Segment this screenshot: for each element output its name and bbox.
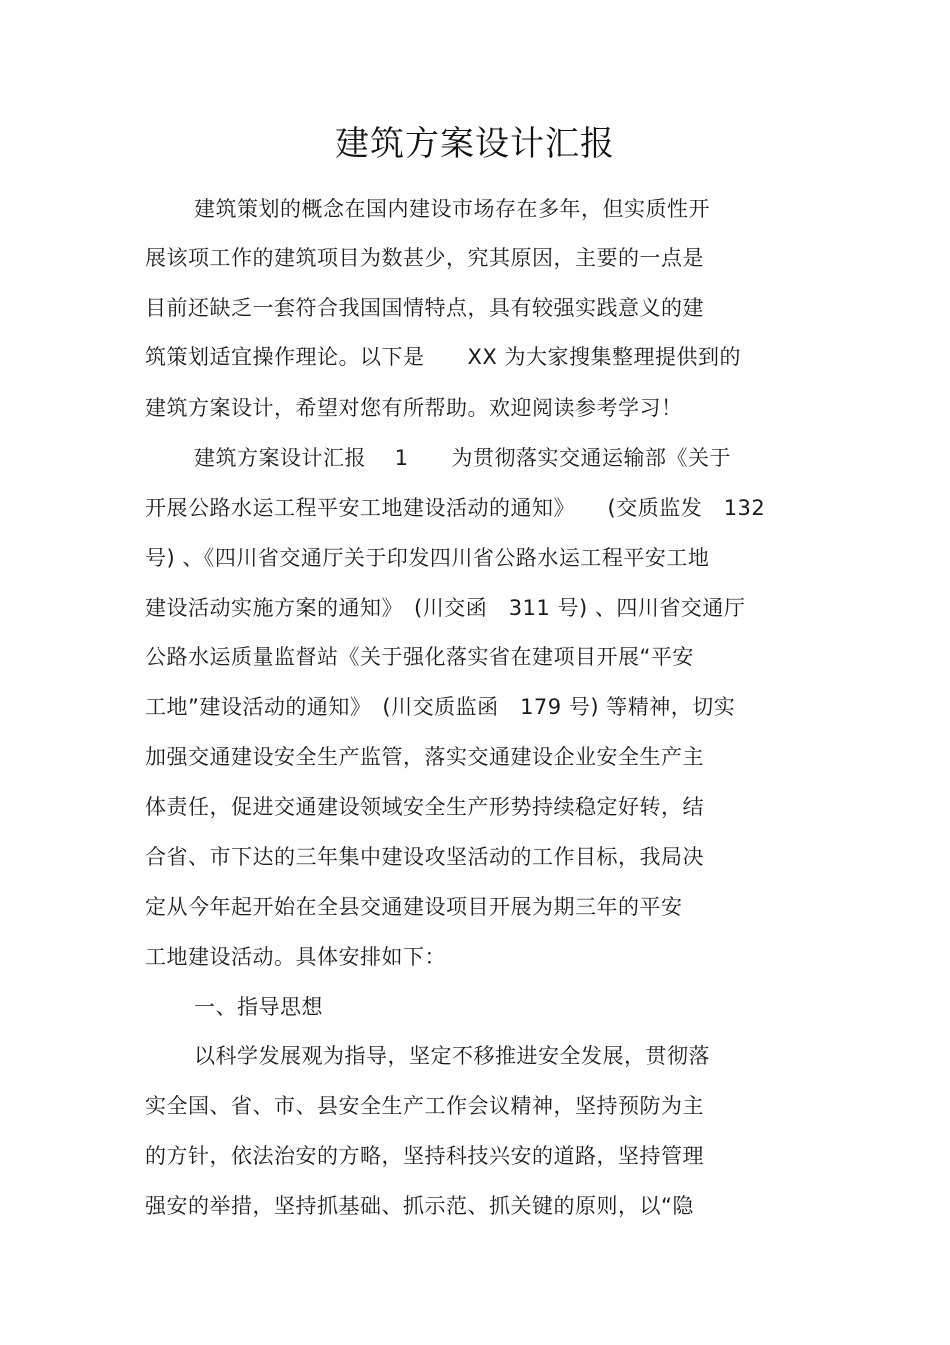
paragraph-line: 工地”建设活动的通知》 (川交质监函 179 号) 等精神，切实 bbox=[145, 695, 736, 719]
paragraph-line: 号) 、《四川省交通厅关于印发四川省公路水运工程平安工地 bbox=[145, 546, 710, 570]
paragraph-line: 建筑方案设计汇报 1 为贯彻落实交通运输部《关于 bbox=[194, 446, 732, 470]
paragraph-line: 展该项工作的建筑项目为数甚少，究其原因，主要的一点是 bbox=[145, 246, 704, 270]
paragraph-line: 建筑策划的概念在国内建设市场存在多年，但实质性开 bbox=[194, 197, 710, 221]
paragraph-line: 定从今年起开始在全县交通建设项目开展为期三年的平安 bbox=[145, 895, 683, 919]
paragraph-line: 强安的举措，坚持抓基础、抓示范、抓关键的原则，以“隐 bbox=[145, 1194, 694, 1218]
paragraph-line: 开展公路水运工程平安工地建设活动的通知》 (交质监发 132 bbox=[145, 496, 766, 520]
section-heading: 一、指导思想 bbox=[194, 995, 323, 1019]
document-title: 建筑方案设计汇报 bbox=[335, 124, 615, 164]
paragraph-line: 建筑方案设计，希望对您有所帮助。欢迎阅读参考学习！ bbox=[145, 396, 683, 420]
paragraph-line: 以科学发展观为指导，坚定不移推进安全发展，贯彻落 bbox=[194, 1044, 710, 1068]
paragraph-line: 实全国、省、市、县安全生产工作会议精神，坚持预防为主 bbox=[145, 1094, 704, 1118]
paragraph-line: 筑策划适宜操作理论。以下是 XX 为大家搜集整理提供到的 bbox=[145, 345, 741, 369]
paragraph-line: 工地建设活动。具体安排如下： bbox=[145, 945, 446, 969]
paragraph-line: 公路水运质量监督站《关于强化落实省在建项目开展“平安 bbox=[145, 645, 694, 669]
paragraph-line: 建设活动实施方案的通知》 (川交函 311 号) 、四川省交通厅 bbox=[145, 596, 746, 620]
paragraph-line: 合省、市下达的三年集中建设攻坚活动的工作目标，我局决 bbox=[145, 845, 704, 869]
paragraph-line: 的方针，依法治安的方略，坚持科技兴安的道路，坚持管理 bbox=[145, 1144, 704, 1168]
paragraph-line: 目前还缺乏一套符合我国国情特点，具有较强实践意义的建 bbox=[145, 296, 704, 320]
paragraph-line: 体责任，促进交通建设领域安全生产形势持续稳定好转，结 bbox=[145, 795, 704, 819]
paragraph-line: 加强交通建设安全生产监管，落实交通建设企业安全生产主 bbox=[145, 745, 704, 769]
